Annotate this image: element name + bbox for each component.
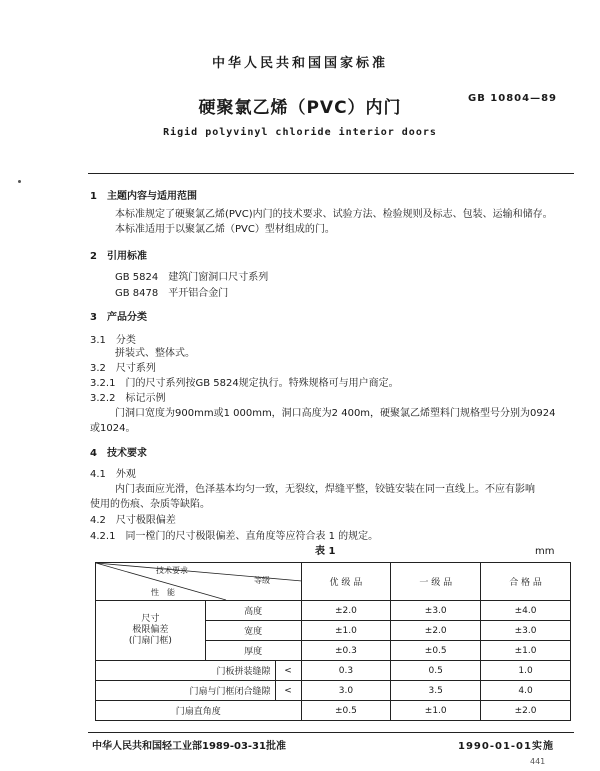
- row-label: 厚度: [205, 641, 301, 661]
- less-than-symbol: <: [275, 681, 301, 701]
- cell-value: 3.0: [301, 681, 391, 701]
- table-row: [96, 601, 571, 621]
- page-number: 441: [530, 757, 546, 766]
- cell-value: ±1.0: [391, 701, 481, 721]
- cell-value: 0.3: [301, 661, 391, 681]
- cell-value: ±2.0: [481, 701, 571, 721]
- section-3-heading: 3 产品分类: [90, 312, 147, 323]
- grade-header-premium: 优 级 品: [301, 563, 391, 601]
- section-4-heading: 4 技术要求: [90, 448, 147, 459]
- section-3-2-heading: 3.2 尺寸系列: [90, 363, 156, 374]
- header-grade-label: 等级: [254, 576, 270, 585]
- cell-value: 4.0: [481, 681, 571, 701]
- reference-gb8478: GB 8478 平开铝合金门: [115, 288, 229, 299]
- cell-value: ±1.0: [481, 641, 571, 661]
- document-title-en: Rigid polyvinyl chloride interior doors: [163, 127, 437, 138]
- table-row: [96, 681, 571, 701]
- scan-speck: [18, 180, 21, 183]
- section-3-2-1: 3.2.1 门的尺寸系列按GB 5824规定执行。特殊规格可与用户商定。: [90, 378, 399, 389]
- document-title-cn: 硬聚氯乙烯（PVC）内门: [198, 98, 402, 118]
- cell-value: ±0.5: [301, 701, 391, 721]
- section-3-1-heading: 3.1 分类: [90, 335, 136, 346]
- section-1-heading: 1 主题内容与适用范围: [90, 191, 197, 202]
- section-4-2-1: 4.2.1 同一樘门的尺寸极限偏差、直角度等应符合表 1 的规定。: [90, 531, 379, 542]
- grade-header-first: 一 级 品: [391, 563, 481, 601]
- section-3-2-2-heading: 3.2.2 标记示例: [90, 393, 166, 404]
- implementation-date: 1990-01-01实施: [458, 741, 554, 752]
- group-label-line-2: 极限偏差: [132, 625, 169, 635]
- section-4-1-para-2: 使用的伤痕、杂质等缺陷。: [90, 499, 210, 510]
- cell-value: ±2.0: [391, 621, 481, 641]
- row-label: 门扇直角度: [96, 701, 302, 721]
- cell-value: 0.5: [391, 661, 481, 681]
- header-tech-req-label: 技术要求: [156, 566, 188, 575]
- cell-value: 3.5: [391, 681, 481, 701]
- section-1-para-1: 本标准规定了硬聚氯乙烯(PVC)内门的技术要求、试验方法、检验规则及标志、包装、运输和储存。: [115, 209, 553, 220]
- cell-value: ±0.5: [391, 641, 481, 661]
- less-than-symbol: <: [275, 661, 301, 681]
- table-row: [96, 661, 571, 681]
- table-caption: 表 1: [315, 546, 336, 557]
- top-divider: [88, 173, 574, 174]
- tolerance-table: [95, 562, 571, 721]
- section-3-2-2-para-1: 门洞口宽度为900mm或1 000mm，洞口高度为2 400m，硬聚氯乙烯塑料门规格型号分别为0924: [115, 408, 556, 419]
- section-3-2-2-para-2: 或1024。: [90, 423, 136, 434]
- cell-value: ±1.0: [301, 621, 391, 641]
- dimension-group-label: [96, 601, 206, 661]
- section-4-1-para-1: 内门表面应光滑，色泽基本均匀一致，无裂纹，焊缝平整，铰链安装在同一直线上。不应有影响: [115, 484, 535, 495]
- section-1-para-2: 本标准适用于以聚氯乙烯（PVC）型材组成的门。: [115, 224, 335, 235]
- national-standard-label: 中华人民共和国国家标准: [211, 56, 388, 71]
- reference-gb5824: GB 5824 建筑门窗洞口尺寸系列: [115, 272, 269, 283]
- cell-value: ±2.0: [301, 601, 391, 621]
- table-header-row: [96, 563, 571, 601]
- group-label-line-1: 尺寸: [141, 614, 160, 624]
- table-header-corner: [96, 563, 302, 601]
- cell-value: ±0.3: [301, 641, 391, 661]
- section-3-1-text: 拼装式、整体式。: [115, 348, 195, 359]
- bottom-divider: [88, 732, 574, 733]
- section-4-1-heading: 4.1 外观: [90, 469, 136, 480]
- grade-header-qualified: 合 格 品: [481, 563, 571, 601]
- standard-number: GB 10804—89: [468, 93, 558, 104]
- approval-line: 中华人民共和国轻工业部1989-03-31批准: [92, 741, 286, 752]
- row-label: 门扇与门框闭合缝隙: [96, 681, 276, 701]
- cell-value: ±3.0: [391, 601, 481, 621]
- table-unit: mm: [535, 546, 555, 557]
- header-property-label: 性 能: [151, 588, 175, 597]
- cell-value: ±3.0: [481, 621, 571, 641]
- cell-value: 1.0: [481, 661, 571, 681]
- group-label-line-3: (门扇门框): [128, 636, 172, 646]
- table-row: [96, 701, 571, 721]
- row-label: 门板拼装缝隙: [96, 661, 276, 681]
- cell-value: ±4.0: [481, 601, 571, 621]
- section-4-2-heading: 4.2 尺寸极限偏差: [90, 515, 176, 526]
- row-label: 高度: [205, 601, 301, 621]
- section-2-heading: 2 引用标准: [90, 251, 147, 262]
- header-diagonal-lines: [96, 563, 302, 600]
- row-label: 宽度: [205, 621, 301, 641]
